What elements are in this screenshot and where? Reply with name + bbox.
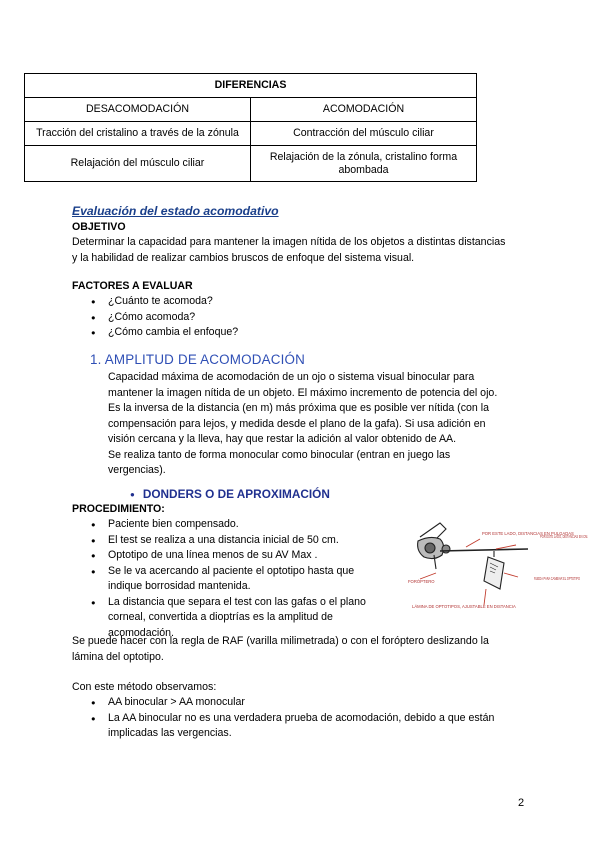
text-line: vergencias). — [108, 464, 166, 476]
table-cell: Relajación del músculo ciliar — [25, 146, 251, 182]
table-header-desacomodacion: DESACOMODACIÓN — [25, 98, 251, 122]
bullet-icon: ● — [130, 490, 135, 499]
amplitud-heading: 1. AMPLITUD DE ACOMODACIÓN — [90, 352, 306, 367]
differences-table — [24, 73, 477, 182]
text-line: y la habilidad de realizar cambios bruscos de enfoque del sistema visual. — [72, 251, 415, 264]
text-line: Determinar la capacidad para mantener la imagen nítida de los objetos a distintas distancias — [72, 236, 506, 248]
text-line: lámina del optotipo. — [72, 650, 164, 663]
list-item: ● Optotipo de una línea menos de su AV Max . — [91, 548, 401, 564]
donders-heading: ● DONDERS O DE APROXIMACIÓN — [130, 487, 330, 501]
page-number: 2 — [518, 797, 525, 809]
text-line: compensación para lejos, y medida desde el plano de la gafa). Si usa adición en — [108, 417, 486, 430]
procedimiento-list — [91, 517, 401, 641]
text-line: visión cercana y la lleva, hay que restar la adición al valor obtenido de AA. — [108, 433, 457, 445]
label-right: POR ESTE LADO, DISTANCIAS EN CM. — [540, 534, 588, 539]
observamos-list — [91, 695, 494, 742]
factores-label: FACTORES A EVALUAR — [72, 280, 193, 292]
table-cell: Contracción del músculo ciliar — [251, 122, 477, 146]
regla-text — [72, 634, 489, 665]
label-rueda: RUEDA PARA CAMBIAR EL OPTOTIPO — [534, 576, 581, 581]
label-foroptero: FORÓPTERO — [408, 579, 435, 584]
list-item: ● La distancia que separa el test con las gafas o el plano corneal, convertida a dioptrías es la amplitud de acomodación. — [91, 595, 401, 642]
table-header-acomodacion: ACOMODACIÓN — [251, 98, 477, 122]
text-line: Es la inversa de la distancia (en m) más próxima que es posible ver nítida (con la — [108, 402, 489, 414]
text-line: mantener la imagen nítida de un objeto. El máximo incremento de potencia del ojo. — [108, 386, 498, 399]
list-item: ● La AA binocular no es una verdadera prueba de acomodación, debido a que están implicadas las vergencias. — [91, 711, 494, 742]
text-line: Se puede hacer con la regla de RAF (varilla milimetrada) o con el foróptero deslizando la — [72, 635, 489, 647]
list-item: ● ¿Cómo cambia el enfoque? — [91, 325, 238, 341]
objetivo-text — [72, 235, 505, 266]
list-item: ● ¿Cómo acomoda? — [91, 310, 238, 326]
procedimiento-label: PROCEDIMIENTO: — [72, 503, 165, 515]
list-item: ● Paciente bien compensado. — [91, 517, 401, 533]
amplitud-text — [108, 370, 497, 479]
text-line: Capacidad máxima de acomodación de un ojo o sistema visual binocular para — [108, 371, 475, 383]
objetivo-label: OBJETIVO — [72, 221, 126, 233]
table-cell: Tracción del cristalino a través de la zónula — [25, 122, 251, 146]
foroptero-sketch — [406, 515, 600, 615]
section-title: Evaluación del estado acomodativo — [72, 204, 279, 218]
list-item: ● Se le va acercando al paciente el optotipo hasta que indique borrosidad mantenida. — [91, 564, 401, 595]
label-lamina: LÁMINA DE OPTOTIPOS, AJUSTABLE EN DISTANCIA — [412, 604, 516, 609]
table-title: DIFERENCIAS — [25, 74, 477, 98]
text-line: Se realiza tanto de forma monocular como binocular (entran en juego las — [108, 448, 451, 461]
label-top: POR ESTE LADO, DISTANCIAS EN PULGADAS — [482, 531, 574, 536]
factores-list — [91, 294, 238, 341]
list-item: ● ¿Cuánto te acomoda? — [91, 294, 238, 310]
observamos-intro: Con este método observamos: — [72, 681, 217, 693]
list-item: ● El test se realiza a una distancia inicial de 50 cm. — [91, 533, 401, 549]
table-cell: Relajación de la zónula, cristalino forma abombada — [251, 146, 477, 182]
list-item: ● AA binocular > AA monocular — [91, 695, 494, 711]
